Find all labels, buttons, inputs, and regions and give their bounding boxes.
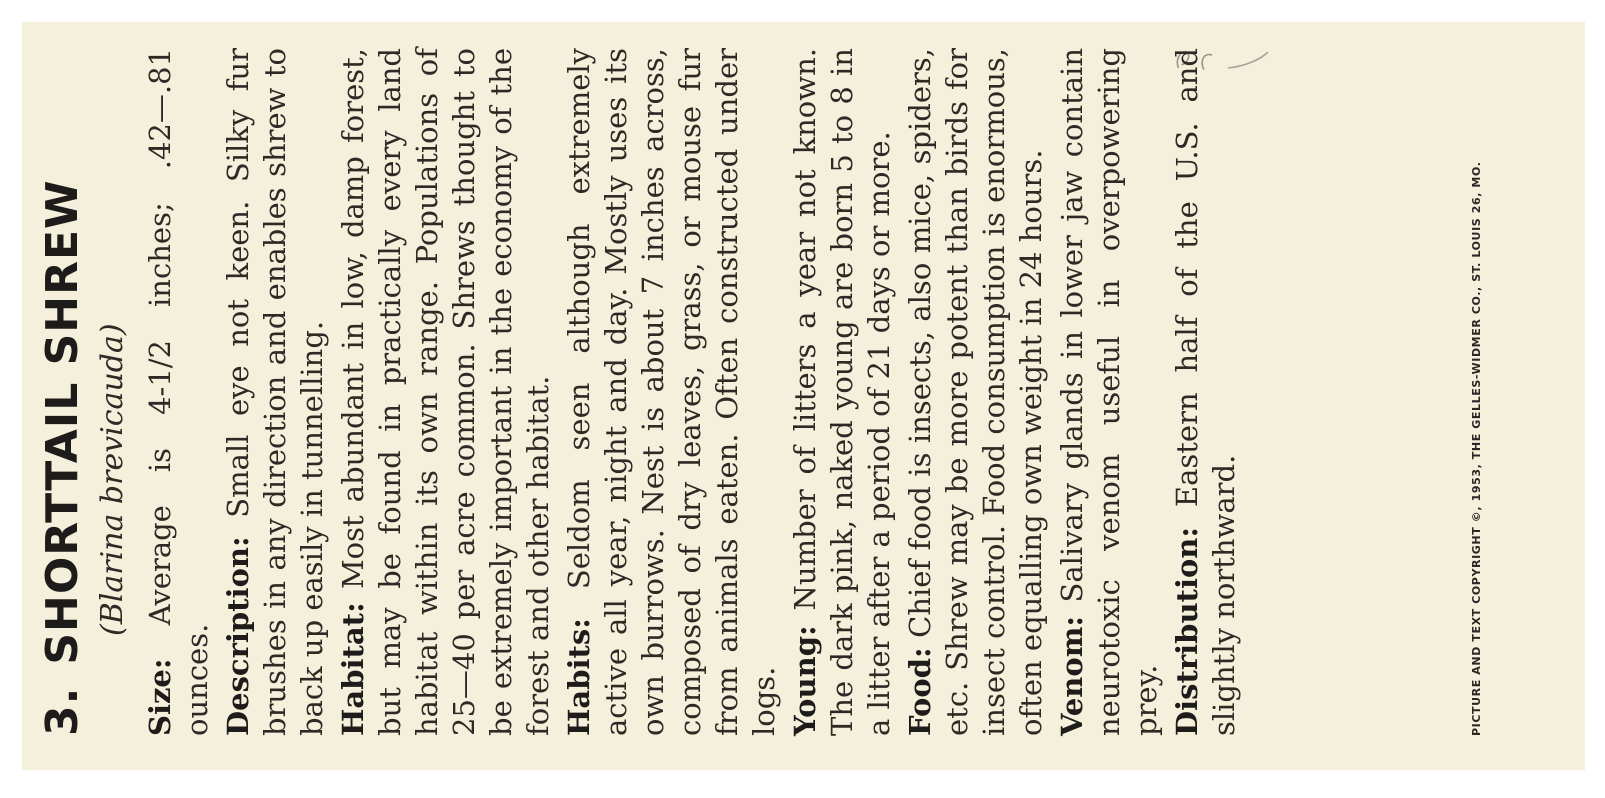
section-text: Number of litters a year not known. The dark pink, naked young are born 5 to 8 in a litter after a period of 21 days or more.: [788, 48, 896, 736]
card-body: [36, 48, 1247, 736]
section-size: [142, 48, 216, 736]
card-text-rotated: [22, 22, 1585, 770]
section-label: Habitat:: [336, 602, 370, 736]
section-text: Chief food is insects, also mice, spiders, etc. Shrew may be more potent than birds for insect control. Food consumption is enormous, often equalling own weight in 24 hours.: [903, 48, 1048, 736]
section-label: Young:: [788, 625, 822, 736]
section-venom: [1054, 48, 1165, 736]
section-text: Eastern half of the U.S. and slightly northward.: [1170, 48, 1241, 736]
section-label: Habits:: [562, 618, 596, 736]
card-title: [36, 48, 90, 736]
section-young: [787, 48, 898, 736]
nature-card: [22, 22, 1585, 770]
section-text: Most abundant in low, damp forest, but may be found in practically every land habitat within its own range. Populations of 25—40 per acre common. Shrews thought to be extremely important in the economy of the forest and other habitat.: [336, 47, 555, 736]
section-distribution: [1169, 48, 1243, 736]
section-label: Food:: [903, 647, 937, 736]
section-text: Average is 4-1/2 inches; .42—.81 ounces.: [143, 48, 214, 736]
section-label: Description:: [221, 536, 255, 736]
section-description: [220, 48, 331, 736]
section-habits: [561, 48, 783, 736]
section-label: Size:: [143, 658, 177, 736]
section-text: Seldom seen although extremely active all year, night and day. Mostly uses its own burrows. Nest is about 7 inches across, composed of dry leaves, grass, or mouse fur from animals eaten. Often constructed under logs.: [562, 47, 781, 736]
card-title-text: SHORTTAIL SHREW: [37, 179, 88, 665]
section-label: Venom:: [1055, 615, 1089, 736]
section-food: [902, 48, 1050, 736]
scientific-name: (Blarina brevicauda): [95, 323, 130, 636]
section-text: Salivary glands in lower jaw contain neurotoxic venom useful in overpowering prey.: [1055, 47, 1163, 736]
card-number: 3.: [37, 686, 88, 736]
copyright-notice: PICTURE AND TEXT COPYRIGHT ©, 1953, THE GELLES-WIDMER CO., ST. LOUIS 26, MO.: [1470, 161, 1483, 736]
section-label: Distribution:: [1170, 526, 1204, 736]
section-text: Small eye not keen. Silky fur brushes in any direction and enables shrew to back up easily in tunnelling.: [221, 47, 329, 736]
section-habitat: [335, 48, 557, 736]
